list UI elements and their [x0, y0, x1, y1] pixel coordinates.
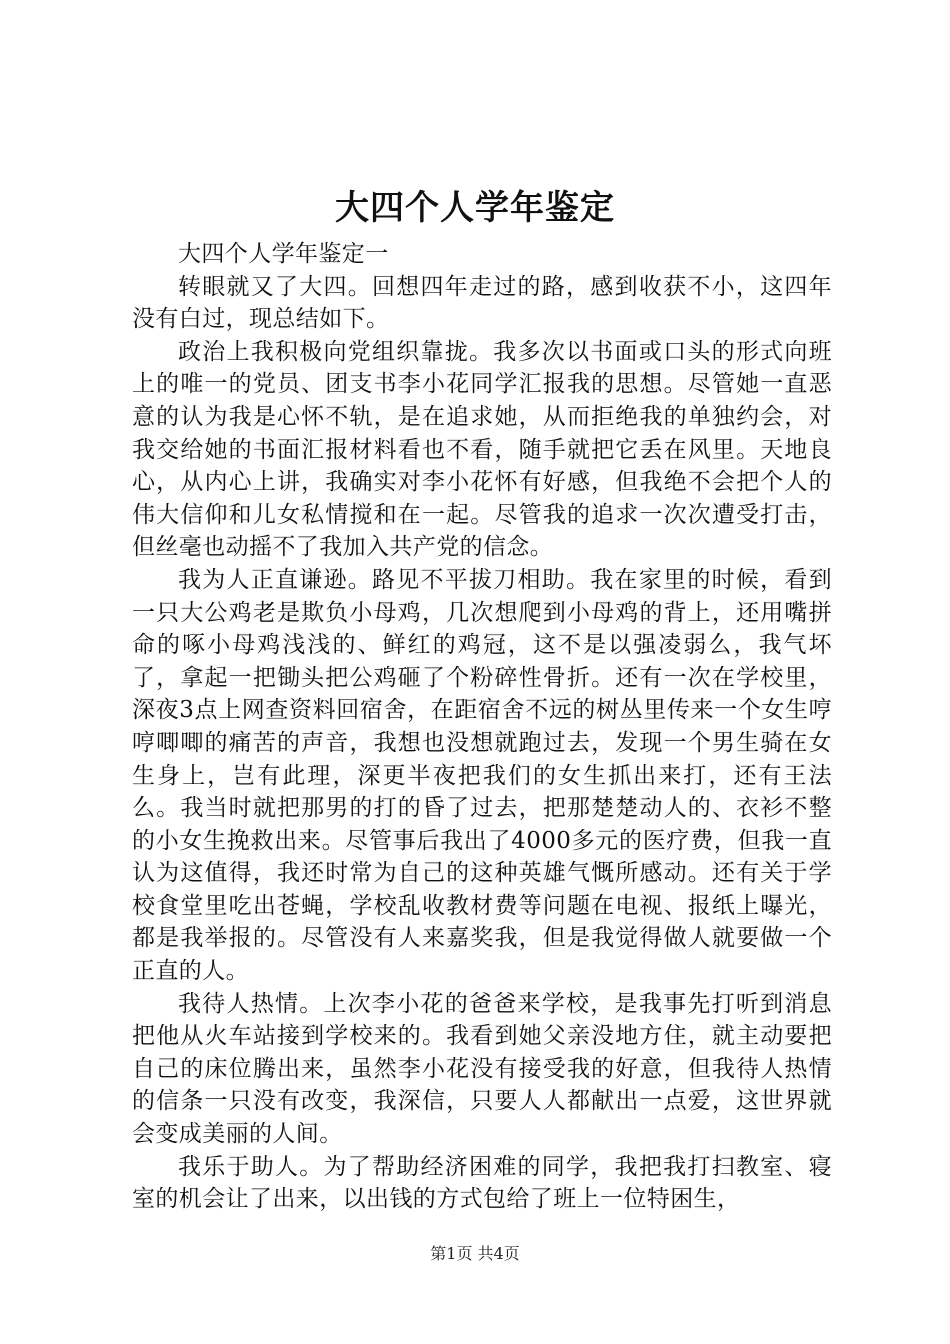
- paragraph-subtitle: 大四个人学年鉴定一: [178, 241, 389, 267]
- paragraph-intro: 转眼就又了大四。回想四年走过的路，感到收获不小，这四年没有白过，现总结如下。: [132, 273, 832, 333]
- paragraph-integrity: 我为人正直谦逊。路见不平拔刀相助。我在家里的时候，看到一只大公鸡老是欺负小母鸡，几次想爬到小母鸡的背上，还用嘴拼命的啄小母鸡浅浅的、鲜红的鸡冠，这不是以强凌弱么，我气坏了，拿起一把锄头把公鸡砸了个粉碎性骨折。还有一次在学校里，深夜3点上网查资料回宿舍，在距宿舍不远的树丛里传来一个女生哼哼唧唧的痛苦的声音，我想也没想就跑过去，发现一个男生骑在女生身上，岂有此理，深更半夜把我们的女生抓出来打，还有王法么。我当时就把那男的打的昏了过去，把那楚楚动人的、衣衫不整的小女生挽救出来。尽管事后我出了4000多元的医疗费，但我一直认为这值得，我还时常为自己的这种英雄气慨所感动。还有关于学校食堂里吃出苍蝇，学校乱收教材费等问题在电视、报纸上曝光，都是我举报的。尽管没有人来嘉奖我，但是我觉得做人就要做一个正直的人。: [132, 566, 832, 985]
- paragraph-politics: 政治上我积极向党组织靠拢。我多次以书面或口头的形式向班上的唯一的党员、团支书李小花同学汇报我的思想。尽管她一直恶意的认为我是心怀不轨，是在追求她，从而拒绝我的单独约会，对我交给她的书面汇报材料看也不看，随手就把它丢在风里。天地良心，从内心上讲，我确实对李小花怀有好感，但我绝不会把个人的伟大信仰和儿女私情搅和在一起。尽管我的追求一次次遭受打击，但丝毫也动摇不了我加入共产党的信念。: [132, 338, 832, 561]
- page-number-footer: 第1页 共4页: [430, 1244, 520, 1263]
- paragraph-helpfulness: 我乐于助人。为了帮助经济困难的同学，我把我打扫教室、寝室的机会让了出来，以出钱的方式包给了班上一位特困生，: [132, 1153, 832, 1213]
- document-title: 大四个人学年鉴定: [335, 188, 615, 228]
- paragraph-warmth: 我待人热情。上次李小花的爸爸来学校，是我事先打听到消息把他从火车站接到学校来的。我看到她父亲没地方住，就主动要把自己的床位腾出来，虽然李小花没有接受我的好意，但我待人热情的信条一只没有改变，我深信，只要人人都献出一点爱，这世界就会变成美丽的人间。: [132, 990, 832, 1148]
- document-body: [132, 238, 832, 1216]
